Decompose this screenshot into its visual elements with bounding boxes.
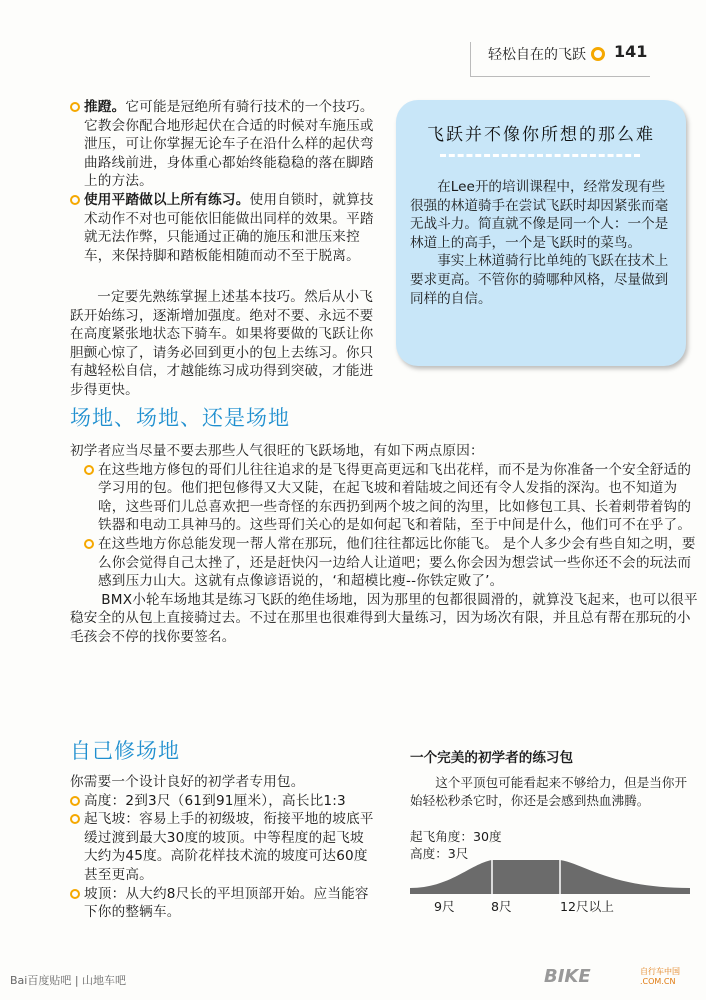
section-intro: 你需要一个设计良好的初学者专用包。 [70, 774, 305, 790]
list-item [70, 191, 382, 265]
bullet-text: 使用自锁时，就算技术动作不对也可能依旧能做出同样的效果。平踏就无法作弊，只能通过正确的施压和泄压来控车，来保持脚和踏板能相随而动不至于脱离。 [84, 191, 374, 264]
bullet-text: 在这些地方修包的哥们儿往往追求的是飞得更高更远和飞出花样，而不是为你准备一个安全舒适的学习用的包。他们把包修得又大又陡，在起飞坡和着陆坡之间还有令人发指的深沟。也不知道为啥，这些哥们儿总喜欢把一些奇怪的东西扔到两个坡之间的沟里，比如修包工具、长着刺带着钩的铁器和电动工具神马的。这些哥们关心的是如何起飞和着陆，至于中间是什么，他们可不在乎了。 [98, 461, 692, 534]
list-item [84, 535, 698, 591]
bullet-ring-icon [70, 814, 80, 824]
sidebar-title: 飞跃并不像你所想的那么难 [427, 125, 655, 145]
bullet-text: 在这些地方你总能发现一帮人常在那玩，他们往往都远比你能飞。 是个人多少会有些自知之明，要么你会觉得自己太挫了，还是赶快闪一边给人让道吧；要么你会因为想尝试一些你还不会的玩法而感到压力山大。这就有点像谚语说的，‘和超模比瘦--你铁定败了’。 [98, 535, 696, 590]
list-item [70, 98, 382, 191]
top-length-label: 8尺 [491, 899, 512, 914]
bullet-ring-icon [70, 796, 80, 806]
bullet-term: 推蹬。 [84, 99, 126, 115]
height-label: 高度：3尺 [410, 846, 469, 861]
section-heading: 场地、场地、还是场地 [70, 406, 290, 430]
ramp-shape [410, 860, 690, 894]
header-rule [470, 76, 650, 77]
figure-title: 一个完美的初学者的练习包 [410, 750, 574, 766]
ring-icon [591, 47, 605, 61]
bullet-text: 高度：2到3尺（61到91厘米），高长比1:3 [84, 792, 346, 809]
section-title: 轻松自在的飞跃 [488, 47, 586, 63]
section-heading: 自己修场地 [70, 739, 180, 763]
section1-body [70, 442, 698, 647]
section-intro: 初学者应当尽量不要去那些人气很旺的飞跃场地，有如下两点原因： [70, 443, 484, 459]
bullet-ring-icon [84, 539, 94, 549]
bullet-text: 坡顶：从大约8尺长的平坦顶部开始。应当能容下你的整辆车。 [84, 885, 369, 921]
caption-text: 这个平顶包可能看起来不够给力，但是当你开始轻松秒杀它时，你还是会感到热血沸腾。 [410, 775, 688, 808]
bullet-term: 使用平踏做以上所有练习。 [84, 191, 250, 208]
bullet-ring-icon [70, 195, 80, 205]
practice-paragraph [70, 288, 382, 400]
list-item [70, 792, 376, 811]
list-item [70, 885, 376, 922]
sidebar-paragraph: 在Lee开的培训课程中，经常发现有些很强的林道骑手在尝试飞跃时却因紧张而毫无战斗力。简直就不像是同一个人：一个是林道上的高手，一个是飞跃时的菜鸟。 [410, 179, 669, 251]
bullet-ring-icon [70, 102, 80, 112]
takeoff-angle-label: 起飞角度：30度 [410, 829, 502, 844]
site-watermark: 自行车中国 .COM.CN [640, 967, 680, 986]
bullet-text: 它可能是冠绝所有骑行技术的一个技巧。它教会你配合地形起伏在合适的时候对车施压或泄压，可让你掌握无论车子在沿什么样的起伏弯曲路线前进，身体重心都始终能稳稳的落在脚踏上的方法。 [84, 99, 374, 190]
figure-caption [410, 774, 695, 810]
tip-sidebar [396, 100, 686, 366]
baidu-watermark: Bai百度贴吧 | 山地车吧 [10, 974, 127, 987]
bullet-ring-icon [84, 465, 94, 475]
bullet-ring-icon [70, 889, 80, 899]
list-item [70, 810, 376, 884]
takeoff-length-label: 9尺 [434, 899, 455, 914]
sidebar-divider [440, 154, 640, 157]
bike-logo: BIKE [544, 966, 591, 987]
bmx-paragraph: BMX小轮车场地其是练习飞跃的绝佳场地，因为那里的包都很圆滑的，就算没飞起来，也可以很平稳安全的从包上直接骑过去。不过在那里也很难得到大量练习，因为场次有限，并且总有帮在那玩的小毛孩会不停的找你要签名。 [70, 591, 698, 645]
list-item [84, 461, 698, 535]
page-header [0, 14, 706, 74]
paragraph-text: 一定要先熟练掌握上述基本技巧。然后从小飞跃开始练习，逐渐增加强度。绝对不要、永远不要在高度紧张地状态下骑车。如果将要做的飞跃让你胆颤心惊了，请务必回到更小的包上去练习。你只有越轻松自信，才越能练习成功得到突破，才能进步得更快。 [70, 289, 374, 398]
landing-length-label: 12尺以上 [560, 899, 614, 914]
sidebar-paragraph: 事实上林道骑行比单纯的飞跃在技术上要求更高。不管你的骑哪种风格，尽量做到同样的自信。 [410, 253, 669, 307]
section2-body [70, 773, 376, 922]
page-number: 141 [614, 42, 648, 61]
bullet-text: 起飞坡：容易上手的初级坡，衔接平地的坡底平缓过渡到最大30度的坡顶。中等程度的起飞坡大约为45度。高阶花样技术流的坡度可达60度甚至更高。 [84, 811, 374, 883]
top-bullets [70, 98, 382, 265]
sidebar-body [410, 178, 678, 308]
header-divider [470, 42, 471, 76]
